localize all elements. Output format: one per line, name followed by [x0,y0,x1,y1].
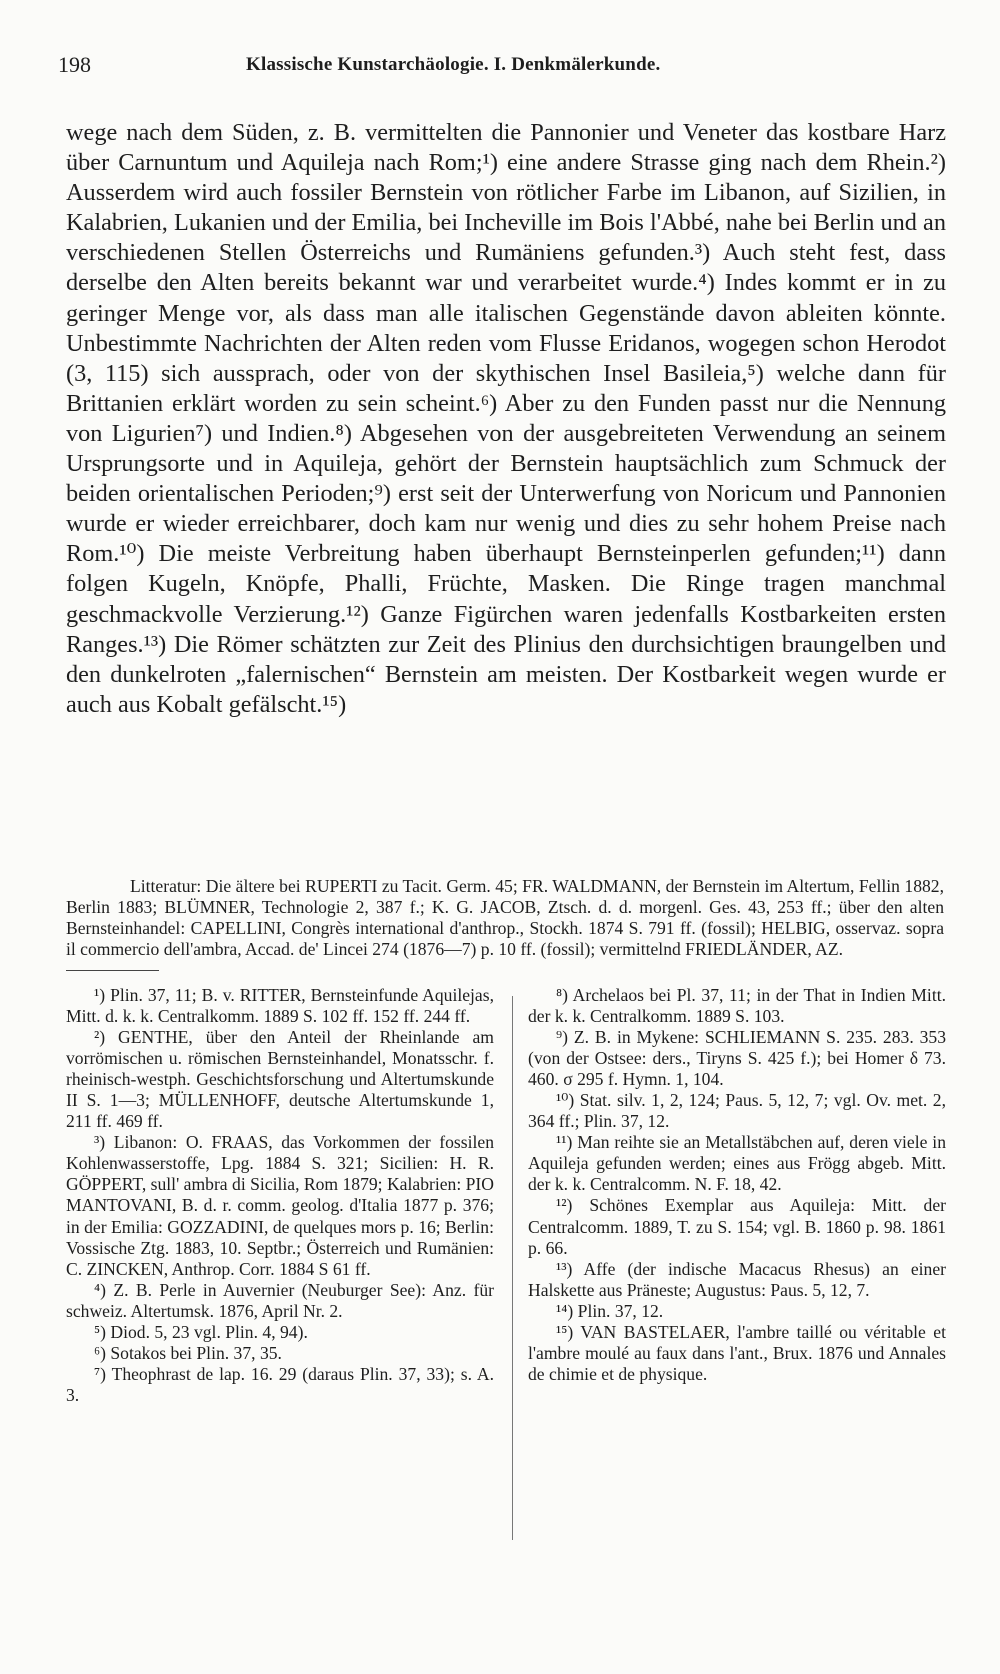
literature-paragraph: Litteratur: Die ältere bei RUPERTI zu Tacit. Germ. 45; FR. WALDMANN, der Bernstein im Altertum, Fellin 1882, Berlin 1883; BLÜMNER, Technologie 2, 387 f.; K. G. JACOB, Ztsch. d. d. morgenl. Ges. 43, 253 ff.; über den alten Bernsteinhandel: CAPELLINI, Congrès international d'anthrop., Stockh. 1874 S. 791 ff. (fossil); HELBIG, osservaz. sopra il commercio dell'ambra, Accad. de' Lincei 274 (1876—7) p. 10 ff. (fossil); vermittelnd FRIEDLÄNDER, AZ. [66,876,944,959]
footnote-4: ⁴) Z. B. Perle in Auvernier (Neuburger See): Anz. für schweiz. Altertumsk. 1876, April Nr. 2. [66,1279,494,1321]
footnote-14: ¹⁴) Plin. 37, 12. [556,1300,664,1321]
footnote-1: ¹) Plin. 37, 11; B. v. RITTER, Bernsteinfunde Aquilejas, Mitt. d. k. k. Centralkomm. 1889 S. 102 ff. 152 ff. 244 ff. [66,985,494,1027]
main-paragraph: wege nach dem Süden, z. B. vermittelten die Pannonier und Veneter das kostbare Harz über Carnuntum und Aquileja nach Rom;¹) eine andere Strasse ging nach dem Rhein.²) Ausserdem wird auch fossiler Bernstein von rötlicher Farbe im Libanon, auf Sizilien, in Kalabrien, Lukanien und der Emilia, bei Incheville im Bois l'Abbé, nahe bei Berlin und an verschiedenen Stellen Österreichs und Rumäniens gefunden.³) Auch steht fest, dass derselbe den Alten bereits bekannt war und verarbeitet wurde.⁴) Indes kommt er in zu geringer Menge vor, als dass man alle italischen Gegenstände davon ableiten könnte. Unbestimmte Nachrichten der Alten reden vom Flusse Eridanos, wogegen schon Herodot (3, 115) sich aussprach, oder von der skythischen Insel Basileia,⁵) welche dann für Brittanien erklärt worden zu sein scheint.⁶) Aber zu den Funden passt nur die Nennung von Ligurien⁷) und Indien.⁸) Abgesehen von der ausgebreiteten Verwendung an seinem Ursprungsorte und in Aquileja, gehört der Bernstein hauptsächlich zum Schmuck der beiden orientalischen Perioden;⁹) erst seit der Unterwerfung von Noricum und Pannonien wurde er wieder erreichbarer, doch kam nur wenig und dies zu sehr hohem Preise nach Rom.¹⁰) Die meiste Verbreitung haben überhaupt Bernsteinperlen gefunden;¹¹) dann folgen Kugeln, Knöpfe, Phalli, Früchte, Masken. Die Ringe tragen manchmal geschmackvolle Verzierung.¹²) Ganze Figürchen waren jedenfalls Kostbarkeiten ersten Ranges.¹³) Die Römer schätzten zur Zeit des Plinius den durchsichtigen braungelben und den dunkelroten „falernischen“ Bernstein am meisten. Der Kostbarkeit wegen wurde er auch aus Kobalt gefälscht.¹⁵) [66,119,946,718]
column-divider [512,996,513,1540]
running-title: Klassische Kunstarchäologie. I. Denkmälerkunde. [246,54,661,75]
main-text [66,118,946,720]
literature-section [66,876,944,960]
footnote-10: ¹⁰) Stat. silv. 1, 2, 124; Paus. 5, 12, 7; vgl. Ov. met. 2, 364 ff.; Plin. 37, 12. [528,1090,946,1132]
footnote-rule [66,970,159,971]
footnote-2: ²) GENTHE, über den Anteil der Rheinlande am vorrömischen u. römischen Bernsteinhandel, Monatsschr. f. rheinisch-westph. Geschichtsforschung und Altertumskunde II S. 1—3; MÜLLENHOFF, deutsche Altertumskunde 1, 211 ff. 469 ff. [66,1027,494,1132]
footnotes-right-column [528,985,946,1385]
footnotes-left-column [66,985,494,1406]
footnote-8: ⁸) Archelaos bei Pl. 37, 11; in der That in Indien Mitt. der k. k. Centralkomm. 1889 S. 103. [528,985,946,1027]
footnote-3: ³) Libanon: O. FRAAS, das Vorkommen der fossilen Kohlenwasserstoffe, Lpg. 1884 S. 321; Sicilien: H. R. GÖPPERT, sull' ambra di Sicilia, Rom 1879; Kalabrien: PIO MANTOVANI, B. d. r. comm. geolog. d'Italia 1877 p. 376; in der Emilia: GOZZADINI, de quelques mors p. 16; Berlin: Vossische Ztg. 1883, 10. Septbr.; Österreich und Rumänien: C. ZINCKEN, Anthrop. Corr. 1884 S 61 ff. [66,1132,494,1279]
footnote-13: ¹³) Affe (der indische Macacus Rhesus) an einer Halskette aus Präneste; Augustus: Paus. 5, 12, 7. [528,1258,946,1300]
page-header [58,52,928,86]
footnote-5: ⁵) Diod. 5, 23 vgl. Plin. 4, 94). [94,1321,308,1342]
footnote-11: ¹¹) Man reihte sie an Metallstäbchen auf, deren viele in Aquileja gefunden werden; eines aus Frögg abgeb. Mitt. der k. k. Centralcomm. N. F. 18, 42. [528,1132,946,1195]
footnote-12: ¹²) Schönes Exemplar aus Aquileja: Mitt. der Centralcomm. 1889, T. zu S. 154; vgl. B. 1860 p. 98. 1861 p. 66. [528,1195,946,1258]
page-number: 198 [58,52,91,77]
footnote-15: ¹⁵) VAN BASTELAER, l'ambre taillé ou véritable et l'ambre moulé au faux dans l'ant., Brux. 1876 und Annales de chimie et de physique. [528,1321,946,1384]
footnote-7: ⁷) Theophrast de lap. 16. 29 (daraus Plin. 37, 33); s. A. 3. [66,1363,494,1405]
footnote-9: ⁹) Z. B. in Mykene: SCHLIEMANN S. 235. 283. 353 (von der Ostsee: ders., Tiryns S. 425 f.); bei Homer δ 73. 460. σ 295 f. Hymn. 1, 104. [528,1027,946,1090]
footnote-6: ⁶) Sotakos bei Plin. 37, 35. [94,1342,282,1363]
